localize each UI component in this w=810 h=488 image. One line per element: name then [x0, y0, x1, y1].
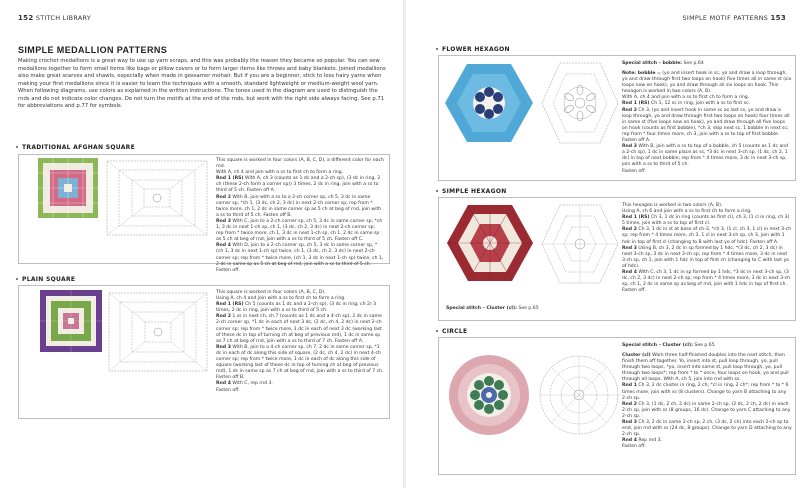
flower-special-stitch: Special stitch – bobble: See p.64 — [622, 61, 704, 66]
section-label-circle: CIRCLE — [442, 328, 468, 335]
plain-line: Rnd 2 1 ss in next ch, ch 7 (counts as 1 dc and a 4-ch sp), 2 dc in same 2-ch corner sp, *1 dc in each of next 3 dc, (2 dc, ch 4, 2 dc) in next 2-ch corner sp; rep from * twice more, 1 dc in each of next 3 dc (working last of these dc in top of turning ch at beg of previous rnd), 1 dc in same sp as 7 ch at beg of rnd, join with a ss to third of 7 ch. Fasten off A. — [216, 314, 382, 344]
flower-line: Rnd 1 (RS) Ch 1, 12 sc in ring, join with a ss to first sc. — [622, 101, 751, 107]
section-label-plain: PLAIN SQUARE — [22, 276, 76, 283]
left-running-title: STITCH LIBRARY — [35, 14, 92, 22]
left-page — [0, 0, 404, 488]
plain-square-diagram — [106, 290, 210, 374]
afghan-instructions — [216, 158, 384, 274]
afghan-line: Rnd 2 With B, join with a ss to a 2-ch corner sp, ch 5, 3 dc in same corner sp, *ch 1, (3 dc, ch 2, 3 dc) in next 2-ch corner sp; rep from * twice more, ch 1, 2 dc in same corner sp as 5 ch at beg of rnd, join with a ss to third of 5 ch. Fasten off B. — [216, 194, 382, 218]
circle-line: Rnd 2 Ch 3, (1 dc, 2 ch, 2 dc) in same 2-ch sp, (2 dc, 2 ch, 2 dc) in each 2-ch sp, join with ss (8 groups, 16 dc). Change to yarn C attaching to any 2-ch sp. — [622, 401, 791, 419]
circle-photo — [448, 354, 530, 436]
simple-hexagon-photo — [446, 203, 534, 283]
afghan-line: Rnd 3 With C, join to a 2-ch corner sp, ch 5, 3 dc in same corner sp, *ch 1, 3 dc in next 1-ch sp, ch 1, (3 dc, ch 2, 3 dc) in next 2-ch corner sp; rep from * twice more, ch 1, 3 dc in next 1-ch sp, ch 1, 2 dc in same sp as 5 ch at beg of rnd, join with a ss to third of 5 ch. Fasten off C. — [216, 218, 383, 243]
simple-hexagon-line: Rnd 2 Ch 3, 1 dc in st at base of ch-3, *ch 3, (1 cl, ch 3, 1 cl) in next 3-ch sp; rep from * 4 times more, ch 3, 1 cl in next 3-ch sp, ch 3, join with 1 hdc in top of first cl (changing to B with last yo of hdc). Fasten off A. — [622, 227, 792, 245]
plain-line: This square is worked in four colors (A, B, C, D). — [216, 290, 326, 295]
simple-hexagon-line: Rnd 4 With C, ch 3, 1 dc in sp formed by 1 hdc, *3 dc in next 3-ch sp, (3 dc, ch 2, 3 dc) in next 2-ch sp; rep from * 4 times more, 3 dc in next 3-ch sp, ch 1, 2 dc in same sp as beg of rnd, join with 1 hdc in top of first ch. — [622, 270, 791, 288]
intro-paragraph: Making crochet medallions is a great way to use up yarn scraps, and this was probably the reason they became so popular. You can sew medallions together to form small items like bags or pillow covers or to form larger items like throws and baby blankets. Joined medallions also make great scarves and shawls, especially when made in gossamer mohair. But if you are a beginner, stick to less hairy yarns when making your first medallions since it is easier to learn the techniques with a smooth, standard lightweight or medium-weight wool yarn. When following diagrams, use colors as explained in the written instructions. The tones used in the diagram are used to distinguish the rnds and do not indicate color changes. Do not turn the motifs at the end of the rnds, but work with the right side always facing. See p.71 for abbreviations and p.77 for symbols. — [18, 58, 386, 109]
circle-line: Rnd 3 Ch 3, 2 dc in same 2-ch sp, 2 ch, (3 dc, 2 ch) into each 2-ch sp to end, join rnd with ss (24 dc, 8 groups). Change to yarn D attaching to any 2-ch sp. — [622, 420, 792, 438]
afghan-line: Rnd 1 (RS) With A, ch 3 (counts as 1 dc and a 2-ch sp), (3 dc in ring, 2 ch (these 2-ch form a corner sp)) 3 times, 2 dc in ring, join with a ss to third of 5 ch. Fasten off A. — [216, 176, 381, 194]
right-running-title: SIMPLE MOTIF PATTERNS — [682, 14, 769, 22]
afghan-square-diagram — [104, 158, 210, 238]
flower-line: Rnd 2 Ch 3, (yo and insert hook in same sc as last ss, yo and draw a loop through, yo and draw through first two loops on hook) four times all in same st (five loops now on hook), yo and draw through all five loops on hook (counts as first bobble), *ch 3, skip next sc, 1 bobble in next sc; rep from * four times more, ch 3, join with a ss to top of first bobble. Fasten off A. — [622, 107, 790, 144]
section-label-flower: FLOWER HEXAGON — [442, 46, 510, 53]
afghan-square-photo — [38, 158, 98, 218]
circle-line: Cluster (cl) Work three half-finished doubles into the next stitch, then finish them off together. Yo, insert into st, pull loop through, yo, pull through two loops, *yo, insert into same st, pull loop through, yo, pull through two loops*; rep from * to * once, four loops on hook, yo and pull through all loops. With A, ch 5, join into rnd with ss. — [622, 353, 789, 383]
left-page-number: 152 — [18, 14, 34, 22]
flower-instructions — [622, 71, 792, 175]
flower-line: With A, ch 4 and join with a ss to first ch to form a ring. — [622, 95, 750, 101]
circle-line: Fasten off. — [622, 444, 646, 450]
flower-line: Note: bobble = (yo and insert hook in sc, yo and draw a loop through, yo and draw through first two loops on hook) five times all in same st (six loops now on hook), yo and draw through all six loops on hook. This hexagon is worked in two colors (A, B). — [622, 71, 792, 95]
right-page — [406, 0, 810, 488]
section-label-simple-hexagon: SIMPLE HEXAGON — [442, 188, 507, 195]
afghan-line: With A, ch 4 and join with a ss to first ch to form a ring. — [216, 170, 344, 176]
simple-hexagon-line: Rnd 3 Using B, ch 3, 2 dc in sp formed by 1 hdc, *(3 dc, ch 2, 3 dc) in next 3-ch sp, 3 dc in next 3-ch sp; rep from * 4 times more, 3 dc in next 3-ch sp, ch 1, join with 1 hdc in top of first ch (changing to C with last yo of hdc). — [622, 245, 790, 269]
simple-hexagon-line: This hexagon is worked in two colors (A, B). — [622, 203, 723, 208]
flower-line: Rnd 3 With B, join with a ss to top of a bobble, ch 5 (counts as 1 dc and a 2-ch sp), 1 dc in same place as ss, *3 dc in next 3-ch sp, (1 dc, ch 2, 1 dc) in top of next bobble; rep from * 4 times more, 3 dc in next 3-ch sp, join with a ss to third of 5 ch. — [622, 144, 789, 168]
circle-special-stitch: Special stitch – Cluster (cl): See p.65 — [622, 343, 715, 348]
simple-hexagon-line: Using A, ch 6 and join with a ss to first ch to form a ring. — [622, 209, 752, 215]
simple-hexagon-diagram — [540, 202, 620, 286]
simple-hexagon-special-stitch: Special stitch – Cluster (cl): See p.65 — [446, 306, 539, 311]
circle-instructions — [622, 353, 792, 451]
simple-hexagon-line: Fasten off. — [622, 288, 646, 294]
plain-line: Rnd 4 With C, rep rnd 3. — [216, 381, 273, 387]
afghan-line: Fasten off. — [216, 267, 240, 273]
plain-line: Fasten off. — [216, 387, 240, 393]
left-running-head — [18, 14, 91, 22]
plain-line: Rnd 1 (RS) Ch 5 (counts as 1 dc and a 2-ch sp), (3 dc in ring, ch 2) 3 times, 2 dc in ring, join with a ss to third of 5 ch. — [216, 302, 377, 314]
section-label-afghan: TRADITIONAL AFGHAN SQUARE — [22, 144, 135, 151]
plain-line: Rnd 3 With B, join to a 4-ch corner sp, ch 7, 2 dc in same corner sp, *1 dc in each of dc along this side of square, (2 dc, ch 4, 2 dc) in next 4-ch corner sp; rep from * twice more, 1 dc in each of dc along this side of square (working last of these dc in top of turning ch at beg of previous rnd), 1 dc in same sp as 7 ch at beg of rnd, join with a ss to third of 7 ch. Fasten off B. — [216, 344, 384, 381]
afghan-line: Rnd 4 With D, join to a 2-ch corner sp, ch 5, 3 dc in same corner sp, *(ch 1, 3 dc in next 1-ch sp) twice, ch 1, (3 dc, ch 2, 3 dc) in next 2-ch corner sp; rep from * twice more, (ch 1, 3 dc in next 1-ch sp) twice, ch 1, 2 dc in same sp as 5 ch at beg of rnd, join with a ss to third of 5 ch. — [216, 243, 384, 267]
right-page-number: 153 — [770, 14, 786, 22]
circle-line: Rnd 1 Ch 3, 2 dc cluster in ring, 2 ch; *cl in ring, 2 ch*; rep from * to * 6 times more, join with ss (8 clusters). Change to yarn B attaching to any 2-ch sp. — [622, 383, 789, 401]
flower-line: Fasten off. — [622, 168, 646, 174]
right-running-head — [683, 14, 786, 22]
plain-instructions — [216, 290, 384, 394]
flower-hexagon-diagram — [540, 60, 620, 146]
plain-square-photo — [40, 290, 102, 352]
simple-hexagon-instructions — [622, 203, 792, 294]
plain-line: Using A, ch 4 and join with a ss to first ch to form a ring. — [216, 296, 346, 302]
page-title: SIMPLE MEDALLION PATTERNS — [18, 45, 168, 55]
circle-line: Rnd 4 Rep rnd 3. — [622, 438, 663, 444]
circle-diagram — [538, 352, 620, 438]
flower-hexagon-photo — [444, 62, 534, 144]
simple-hexagon-line: Rnd 1 (RS) Ch 3, 1 dc in ring (counts as first cl), ch 3, (1 cl in ring, ch 3) 5 times, join with a ss to top of first cl. — [622, 215, 790, 227]
afghan-line: This square is worked in four colors (A, B, C, D), a different color for each rnd. — [216, 158, 384, 170]
